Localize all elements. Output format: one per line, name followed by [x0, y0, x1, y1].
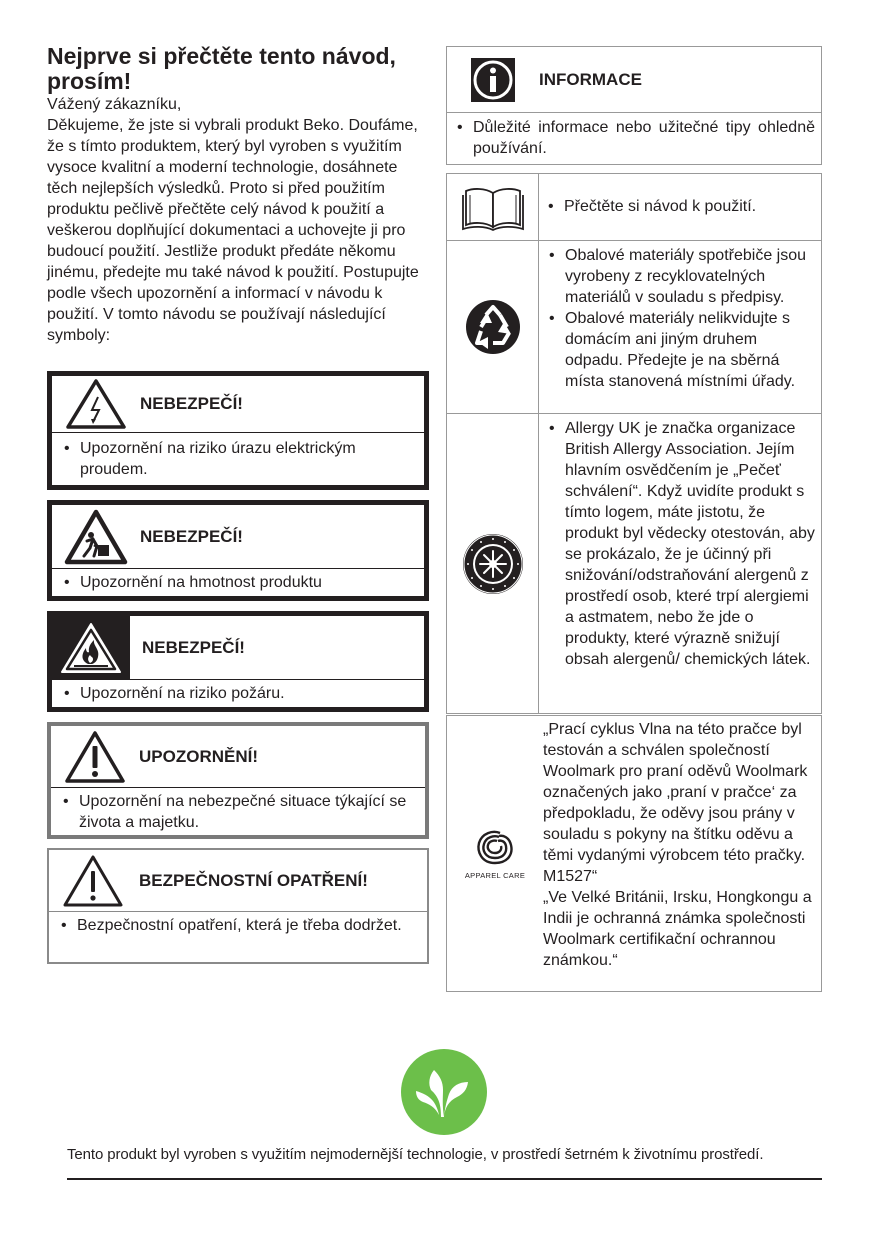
recycle-text-2: Obalové materiály nelikvidujte s domácím ani jiným druhem odpadu. Předejte je na sběrná místa stanovená místními úřady. — [565, 310, 796, 390]
symbol-row-allergy: • Allergy UK je značka organizace British Allergy Association. Jejím hlavním osvědčením je „Pečeť schválení“. Když uvidíte produkt s tímto logem, máte jistotu, že produkt byl vědecky otestován, aby se prokázalo, že je účinný při snižování/odstraňování alergenů z prostředí osob, které trpí alergiemi a astmatem, nebo že jde o produkty, které výrazně snižují obsah alergenů/ chemických látek. — [447, 414, 821, 713]
greeting: Vážený zákazníku, — [47, 96, 182, 113]
heavy-lifting-icon — [52, 508, 140, 566]
warning-box-fire — [47, 611, 429, 712]
intro-paragraph: Děkujeme, že jste si vybrali produkt Beko. Doufáme, že s tímto produktem, který byl vyroben s využitím vysoce kvalitní a moderní technologie, dosáhnete těch nejlepších výsledků. Proto si před použitím produktu pečlivě přečtěte celý návod k použití a veškerou doplňující dokumentaci a uchovejte ji pro budoucí použití. Jestliže produkt předáte někomu jinému, předejte mu také návod k použití. Postupujte podle všech upozornění a informací v návodu k použití. V tomto návodu se používají následující symboly: — [47, 117, 419, 344]
info-box — [446, 46, 822, 165]
warning-label: NEBEZPEČÍ! — [140, 394, 243, 413]
warning-label: NEBEZPEČÍ! — [142, 637, 245, 657]
warning-box-electric — [47, 371, 429, 490]
footer-text: Tento produkt byl vyroben s využitím nejmodernější technologie, v prostředí šetrném k životnímu prostředí. — [67, 1146, 764, 1163]
recycle-icon — [447, 241, 539, 413]
footer-divider — [67, 1178, 822, 1180]
intro-section — [47, 44, 429, 346]
book-icon — [447, 174, 539, 240]
page-title: Nejprve si přečtěte tento návod, prosím! — [47, 43, 396, 94]
warning-text: • Bezpečnostní opatření, která je třeba dodržet. — [61, 917, 402, 934]
recycle-text-1: Obalové materiály spotřebiče jsou vyrobeny z recyklovatelných materiálů v souladu s předpisy. — [565, 247, 807, 306]
warning-text: • Upozornění na riziko požáru. — [64, 685, 285, 702]
warning-text: • Upozornění na nebezpečné situace týkající se života a majetku. — [63, 793, 407, 831]
woolmark-box — [446, 715, 822, 992]
allergy-uk-seal-icon — [447, 414, 539, 713]
warning-label: NEBEZPEČÍ! — [140, 526, 243, 546]
symbol-table — [446, 173, 822, 714]
electric-hazard-icon — [52, 378, 140, 430]
woolmark-text-1: „Prací cyklus Vlna na této pračce byl testován a schválen společností Woolmark pro praní oděvů Woolmark označených jako ‚praní v pračce‘ za předpokladu, že oděvy jsou prány v souladu s pokyny na štítku oděvu a těmi vydanými výrobcem této pračky. M1527“ — [543, 721, 808, 885]
info-label: INFORMACE — [539, 69, 642, 89]
eco-leaf-icon — [401, 1049, 487, 1140]
symbol-row-recycle: • Obalové materiály spotřebiče jsou vyrobeny z recyklovatelných materiálů v souladu s předpisy. • Obalové materiály nelikvidujte s domácím ani jiným druhem odpadu. Předejte je na sběrná místa stanovená místními úřady. — [447, 241, 821, 414]
allergy-text: Allergy UK je značka organizace British Allergy Association. Jejím hlavním osvědčením je „Pečeť schválení“. Když uvidíte produkt s tímto logem, máte jistotu, že produkt byl vědecky otestován, aby se prokázalo, že je účinný při snižování/odstraňování alergenů z prostředí osob, které trpí alergiemi a astmatem, nebo že jde o produkty, které výrazně snižují obsah alergenů/ chemických látek. — [565, 420, 815, 668]
info-icon — [447, 57, 539, 103]
warning-text: • Upozornění na hmotnost produktu — [64, 574, 322, 591]
apparel-care-badge: APPAREL CARE — [464, 871, 526, 880]
woolmark-icon — [447, 716, 543, 991]
warning-box-precaution — [47, 848, 429, 964]
warning-box-weight — [47, 500, 429, 601]
warning-label: BEZPEČNOSTNÍ OPATŘENÍ! — [139, 870, 368, 890]
manual-text: Přečtěte si návod k použití. — [564, 198, 757, 215]
symbol-row-manual: • Přečtěte si návod k použití. — [447, 174, 821, 241]
fire-hazard-icon — [52, 616, 130, 680]
intro-text — [47, 94, 429, 346]
woolmark-text-2: „Ve Velké Británii, Irsku, Hongkongu a Indii je ochranná známka společnosti Woolmark certifikační ochrannou známkou.“ — [543, 889, 812, 969]
caution-icon — [49, 854, 137, 908]
info-text: • Důležité informace nebo užitečné tipy ohledně používání. — [457, 119, 815, 157]
warning-text: • Upozornění na riziko úrazu elektrickým proudem. — [64, 440, 356, 478]
warning-icon — [51, 730, 139, 784]
eco-logo-circle — [401, 1049, 487, 1135]
warning-label: UPOZORNĚNÍ! — [139, 746, 258, 766]
warning-box-caution — [47, 722, 429, 839]
